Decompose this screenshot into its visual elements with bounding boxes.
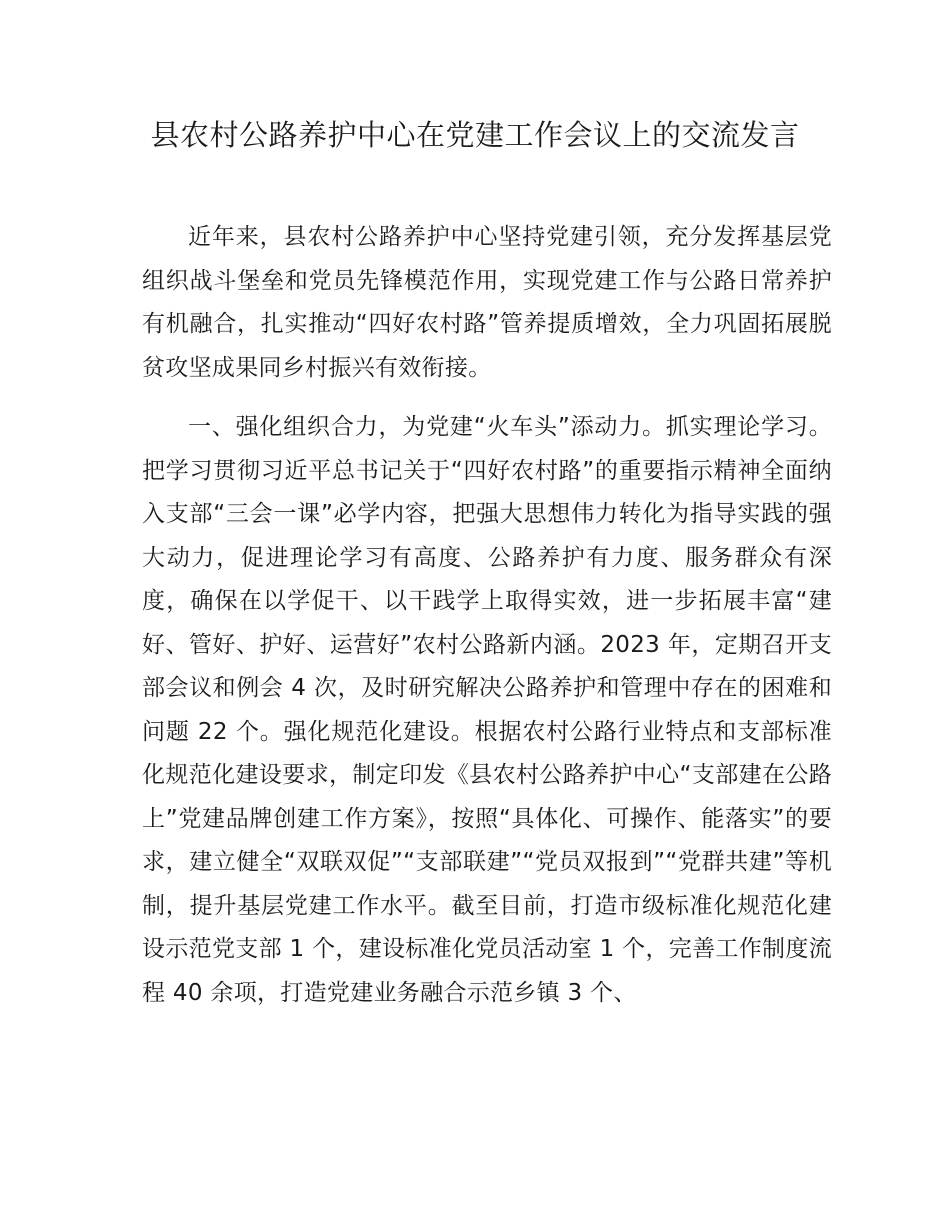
paragraph-intro: 近年来，县农村公路养护中心坚持党建引领，充分发挥基层党组织战斗堡垒和党员先锋模范作用，实现党建工作与公路日常养护有机融合，扎实推动“四好农村路”管养提质增效，全力巩固拓展脱贫攻坚成果同乡村振兴有效衔接。 <box>142 224 832 381</box>
paragraph-section-one: 一、强化组织合力，为党建“火车头”添动力。抓实理论学习。把学习贯彻习近平总书记关于“四好农村路”的重要指示精神全面纳入支部“三会一课”必学内容，把强大思想伟力转化为指导实践的强大动力，促进理论学习有高度、公路养护有力度、服务群众有深度，确保在以学促干、以干践学上取得实效，进一步拓展丰富“建好、管好、护好、运营好”农村公路新内涵。2023 年，定期召开支部会议和例会 4 次，及时研究解决公路养护和管理中存在的困难和问题 22 个。强化规范化建设。根据农村公路行业特点和支部标准化规范化建设要求，制定印发《县农村公路养护中心“支部建在公路上”党建品牌创建工作方案》，按照“具体化、可操作、能落实”的要求，建立健全“双联双促”“支部联建”“党员双报到”“党群共建”等机制，提升基层党建工作水平。截至目前，打造市级标准化规范化建设示范党支部 1 个，建设标准化党员活动室 1 个，完善工作制度流程 40 余项，打造党建业务融合示范乡镇 3 个、 <box>142 414 832 1006</box>
document-title: 县农村公路养护中心在党建工作会议上的交流发言 <box>150 118 800 152</box>
document-body <box>142 216 832 1015</box>
